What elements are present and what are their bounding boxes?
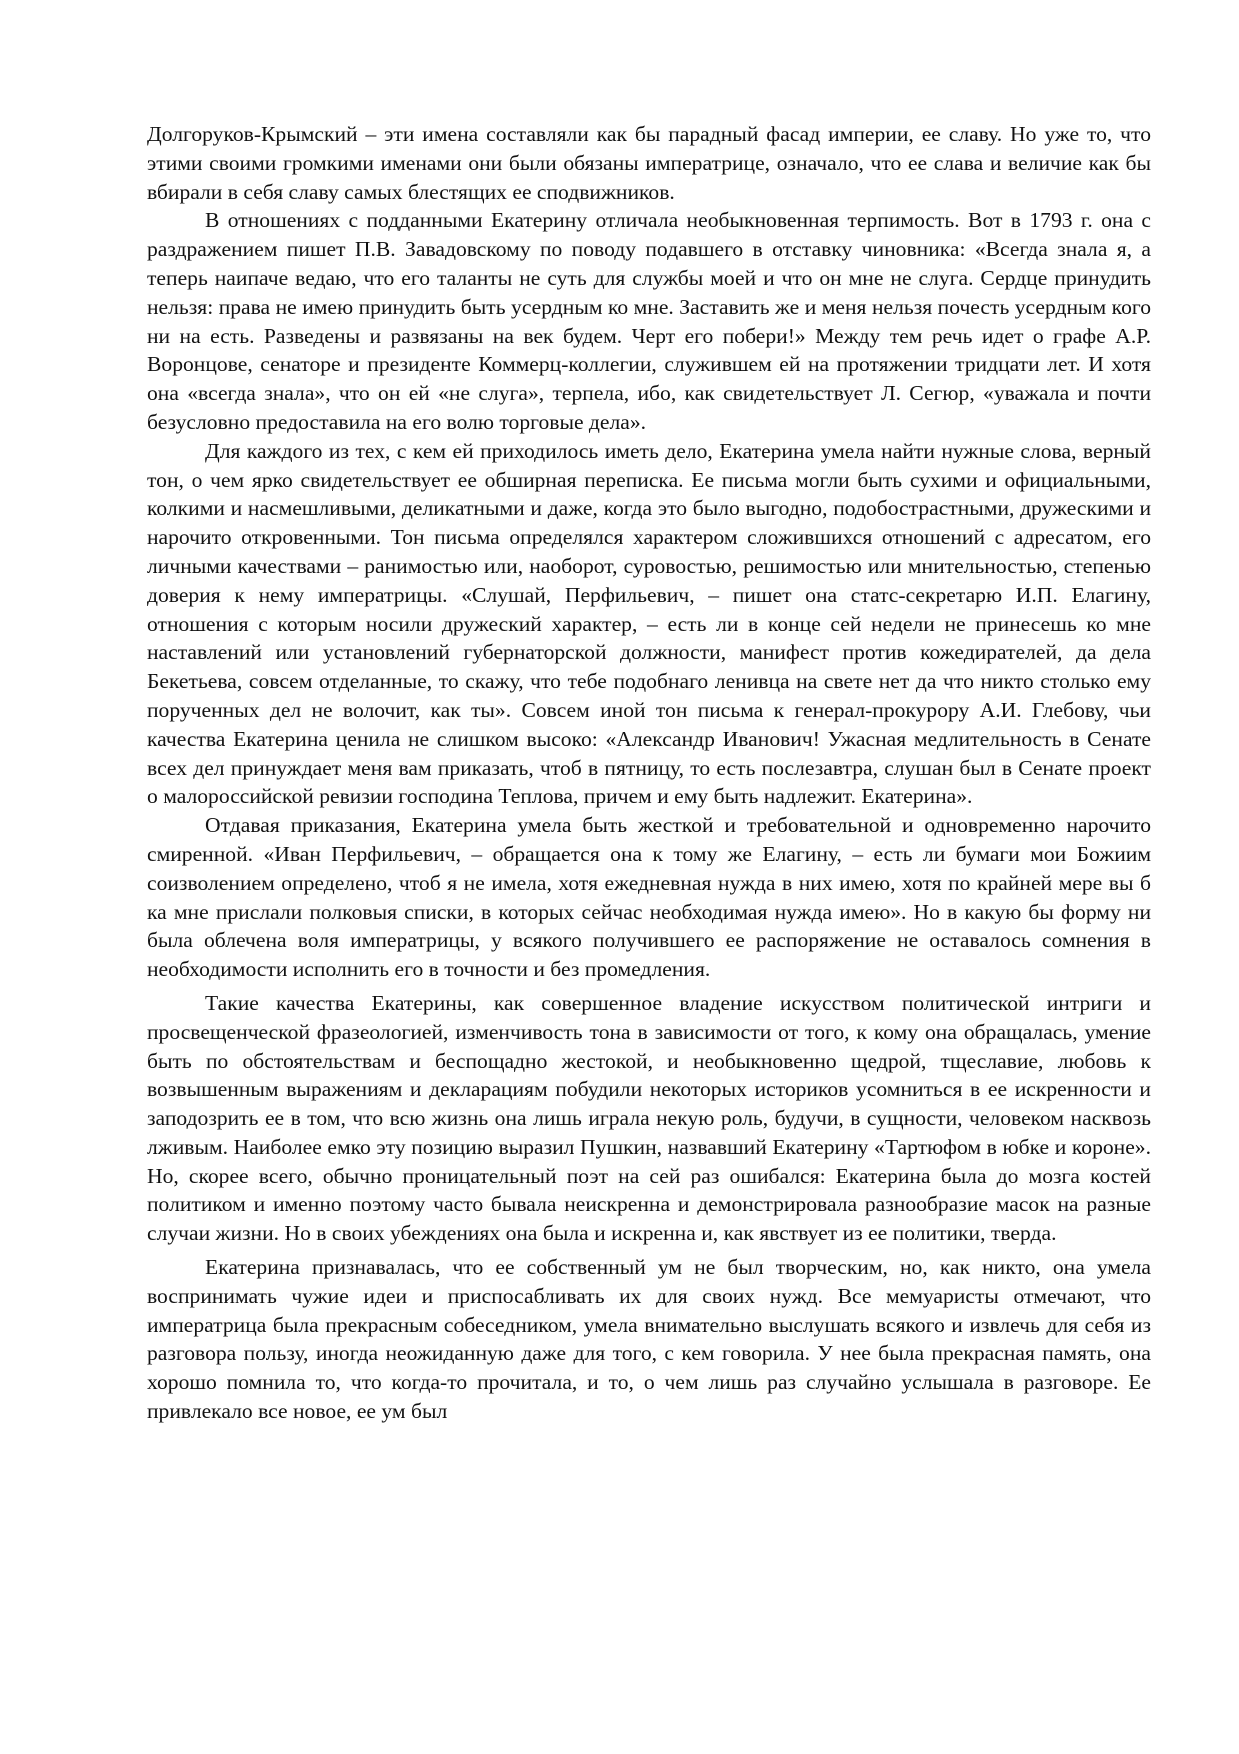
- paragraph-2: В отношениях с подданными Екатерину отличала необыкновенная терпимость. Вот в 1793 г. она с раздражением пишет П.В. Завадовскому по поводу подавшего в отставку чиновника: «Всегда знала я, а теперь наипаче ведаю, что его таланты не суть для службы моей и что он мне не слуга. Сердце принудить нельзя: права не имею принудить быть усердным ко мне. Заставить же и меня нельзя почесть усердным кого ни на есть. Разведены и развязаны на век будем. Черт его побери!» Между тем речь идет о графе А.Р. Воронцове, сенаторе и президенте Коммерц-коллегии, служившем ей на протяжении тридцати лет. И хотя она «всегда знала», что он ей «не слуга», терпела, ибо, как свидетельствует Л. Сегюр, «уважала и почти безусловно предоставила на его волю торговые дела».: [147, 208, 1151, 434]
- paragraph-5: Такие качества Екатерины, как совершенное владение искусством политической интриги и просвещенческой фразеологией, изменчивость тона в зависимости от того, к кому она обращалась, умение быть по обстоятельствам и беспощадно жестокой, и необыкновенно щедрой, тщеславие, любовь к возвышенным выражениям и декларациям побудили некоторых историков усомниться в ее искренности и заподозрить ее в том, что всю жизнь она лишь играла некую роль, будучи, в сущности, человеком насквозь лживым. Наиболее емко эту позицию выразил Пушкин, назвавший Екатерину «Тартюфом в юбке и короне». Но, скорее всего, обычно проницательный поэт на сей раз ошибался: Екатерина была до мозга костей политиком и именно поэтому часто бывала неискренна и демонстрировала разнообразие масок на разные случаи жизни. Но в своих убеждениях она была и искренна и, как явствует из ее политики, тверда.: [147, 990, 1151, 1246]
- paragraph-6: Екатерина признавалась, что ее собственный ум не был творческим, но, как никто, она умела воспринимать чужие идеи и приспосабливать их для своих нужд. Все мемуаристы отмечают, что императрица была прекрасным собеседником, умела внимательно выслушать всякого и извлечь для себя из разговора пользу, иногда неожиданную даже для того, с кем говорила. У нее была прекрасная память, она хорошо помнила то, что когда-то прочитала, и то, о чем лишь раз случайно услышала в разговоре. Ее привлекало все новое, ее ум был: [147, 1255, 1151, 1424]
- paragraph-3: Для каждого из тех, с кем ей приходилось иметь дело, Екатерина умела найти нужные слова, верный тон, о чем ярко свидетельствует ее обширная переписка. Ее письма могли быть сухими и официальными, колкими и насмешливыми, деликатными и даже, когда это было выгодно, подобострастными, дружескими и нарочито откровенными. Тон письма определялся характером сложившихся отношений с адресатом, его личными качествами – ранимостью или, наоборот, суровостью, решимостью или мнительностью, степенью доверия к нему императрицы. «Слушай, Перфильевич, – пишет она статс-секретарю И.П. Елагину, отношения с которым носили дружеский характер, – есть ли в конце сей недели не принесешь ко мне наставлений или установлений губернаторской должности, манифест против кожедирателей, да дела Бекетьева, совсем отделанные, то скажу, что тебе подобнаго ленивца на свете нет да что никто столько ему порученных дел не волочит, как ты». Совсем иной тон письма к генерал-прокурору А.И. Глебову, чьи качества Екатерина ценила не слишком высоко: «Александр Иванович! Ужасная медлительность в Сенате всех дел принуждает меня вам приказать, чтоб в пятницу, то есть послезавтра, слушан был в Сенате проект о малороссийской ревизии господина Теплова, причем и ему быть надлежит. Екатерина».: [147, 438, 1151, 809]
- paragraph-4: Отдавая приказания, Екатерина умела быть жесткой и требовательной и одновременно нарочито смиренной. «Иван Перфильевич, – обращается она к тому же Елагину, – есть ли бумаги мои Божиим соизволением определено, чтоб я не имела, хотя ежедневная нужда в них имею, хотя по крайней мере вы б ка мне прислали полковыя списки, в которых сейчас необходимая нужда имею». Но в какую бы форму ни была облечена воля императрицы, у всякого получившего ее распоряжение не оставалось сомнения в необходимости исполнить его в точности и без промедления.: [147, 813, 1151, 982]
- paragraph-1: Долгоруков-Крымский – эти имена составляли как бы парадный фасад империи, ее славу. Но уже то, что этими своими громкими именами они были обязаны императрице, означало, что ее слава и величие как бы вбирали в себя славу самых блестящих ее сподвижников.: [147, 122, 1151, 204]
- document-page: [147, 120, 1151, 1426]
